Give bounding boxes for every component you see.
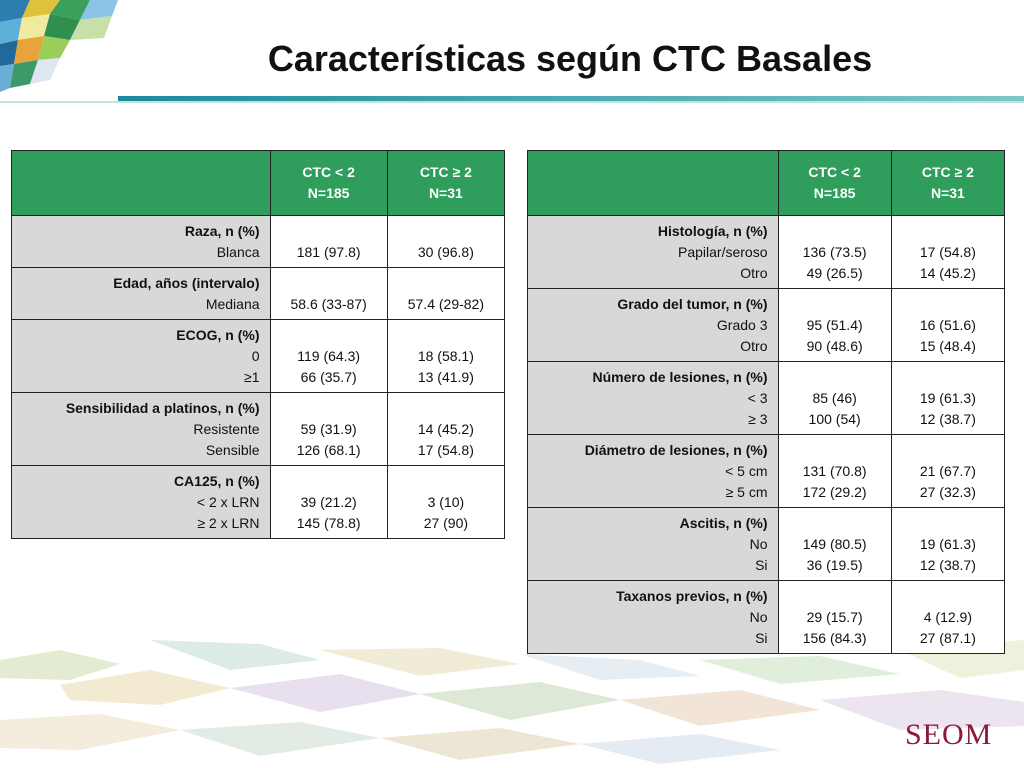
table-row (12, 466, 505, 539)
value-cell: 181 (97.8) (270, 216, 387, 268)
value-cell: 30 (96.8) (387, 216, 504, 268)
table-row (12, 320, 505, 393)
left-table-corner (12, 151, 271, 216)
table-row (528, 289, 1005, 362)
page-title: Características según CTC Basales (267, 38, 873, 79)
right-col-header-ctc-lt2: CTC < 2 N=185 (778, 151, 891, 216)
row-label: Número de lesiones, n (%) < 3 ≥ 3 (528, 362, 779, 435)
right-table (527, 150, 1005, 654)
row-label: CA125, n (%) < 2 x LRN ≥ 2 x LRN (12, 466, 271, 539)
table-row (528, 435, 1005, 508)
value-cell: 29 (15.7) 156 (84.3) (778, 581, 891, 654)
value-cell: 149 (80.5) 36 (19.5) (778, 508, 891, 581)
row-label: Raza, n (%) Blanca (12, 216, 271, 268)
table-row (528, 362, 1005, 435)
value-cell: 119 (64.3) 66 (35.7) (270, 320, 387, 393)
row-label: Taxanos previos, n (%) No Si (528, 581, 779, 654)
left-col-header-ctc-ge2: CTC ≥ 2 N=31 (387, 151, 504, 216)
value-cell: 85 (46) 100 (54) (778, 362, 891, 435)
value-cell: 136 (73.5) 49 (26.5) (778, 216, 891, 289)
value-cell: 14 (45.2) 17 (54.8) (387, 393, 504, 466)
value-cell: 19 (61.3) 12 (38.7) (891, 362, 1004, 435)
value-cell: 17 (54.8) 14 (45.2) (891, 216, 1004, 289)
table-row (528, 581, 1005, 654)
value-cell: 58.6 (33-87) (270, 268, 387, 320)
table-row (528, 216, 1005, 289)
seom-logo: SEOM (905, 718, 993, 751)
value-cell: 19 (61.3) 12 (38.7) (891, 508, 1004, 581)
row-label: Sensibilidad a platinos, n (%) Resistente Sensible (12, 393, 271, 466)
table-row (12, 216, 505, 268)
left-col-header-ctc-lt2: CTC < 2 N=185 (270, 151, 387, 216)
right-table-corner (528, 151, 779, 216)
row-label: Edad, años (intervalo) Mediana (12, 268, 271, 320)
value-cell: 3 (10) 27 (90) (387, 466, 504, 539)
value-cell: 4 (12.9) 27 (87.1) (891, 581, 1004, 654)
row-label: ECOG, n (%) 0 ≥1 (12, 320, 271, 393)
table-row (528, 508, 1005, 581)
value-cell: 57.4 (29-82) (387, 268, 504, 320)
value-cell: 59 (31.9) 126 (68.1) (270, 393, 387, 466)
value-cell: 18 (58.1) 13 (41.9) (387, 320, 504, 393)
row-label: Histología, n (%) Papilar/seroso Otro (528, 216, 779, 289)
table-row (12, 268, 505, 320)
right-col-header-ctc-ge2: CTC ≥ 2 N=31 (891, 151, 1004, 216)
row-label: Diámetro de lesiones, n (%) < 5 cm ≥ 5 cm (528, 435, 779, 508)
mosaic-logo (0, 0, 118, 95)
table-row (12, 393, 505, 466)
value-cell: 39 (21.2) 145 (78.8) (270, 466, 387, 539)
row-label: Grado del tumor, n (%) Grado 3 Otro (528, 289, 779, 362)
title-rule-light (0, 101, 1024, 103)
value-cell: 95 (51.4) 90 (48.6) (778, 289, 891, 362)
value-cell: 131 (70.8) 172 (29.2) (778, 435, 891, 508)
value-cell: 21 (67.7) 27 (32.3) (891, 435, 1004, 508)
value-cell: 16 (51.6) 15 (48.4) (891, 289, 1004, 362)
left-table (11, 150, 505, 539)
row-label: Ascitis, n (%) No Si (528, 508, 779, 581)
